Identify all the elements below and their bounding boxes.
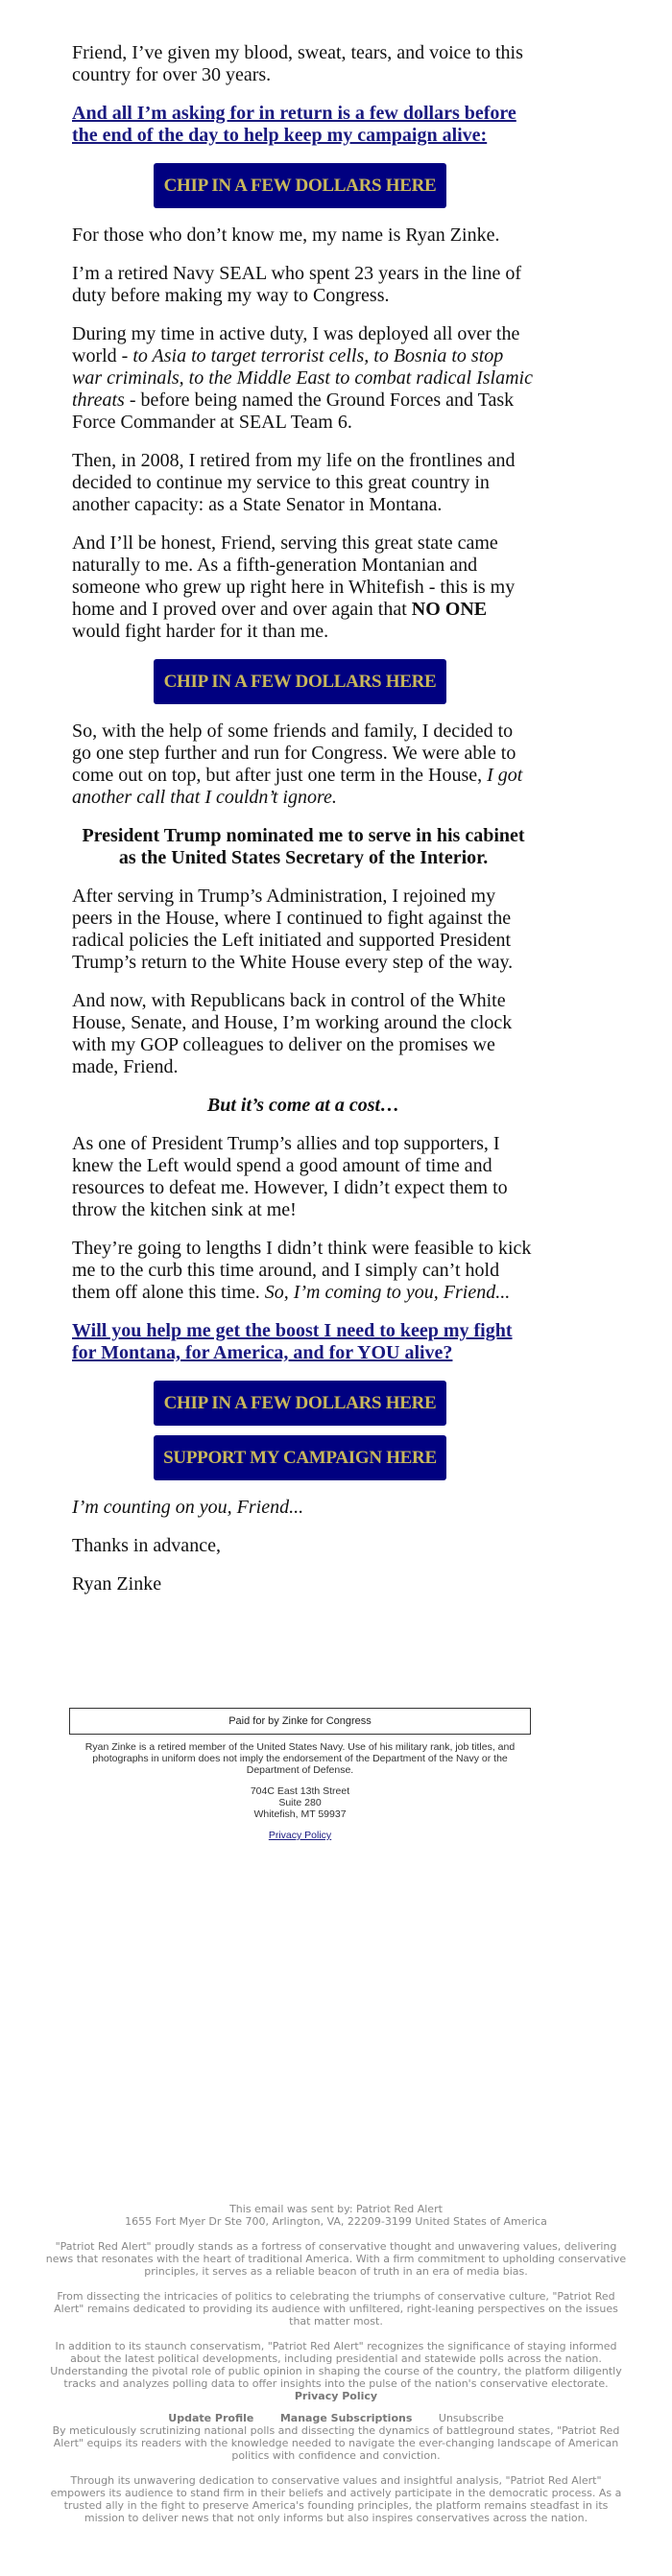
campaign-address <box>69 1785 531 1820</box>
signature: Ryan Zinke <box>72 1573 162 1595</box>
text: would fight harder for it than me. <box>72 621 329 642</box>
footer-paragraph: "Patriot Red Alert" proudly stands as a fortress of conservative thought and unwavering values, delivering news that resonates with the heart of traditional America. With a firm commitment to upholding conservative principles, it serves as a reliable beacon of truth in an era of media bias. <box>45 2240 627 2278</box>
cost-heading: But it’s come at a cost… <box>206 1095 400 1116</box>
italic-text: to Asia to target terrorist cells, to Bosnia to stop war criminals, to the Middle East to combat radical Islamic threats <box>72 345 533 411</box>
text: - before being named the Ground Forces and Task Force Commander at SEAL Team 6. <box>72 390 515 433</box>
paragraph: As one of President Trump’s allies and top supporters, I knew the Left would spend a good amount of time and resources to defeat me. However, I didn’t expect them to throw the kitchen sink at me! <box>72 1133 508 1220</box>
footer-paragraph: Through its unwavering dedication to conservative values and insightful analysis, "Patriot Red Alert" empowers its audience to stand firm in their beliefs and actively participate in the democratic process. As a trusted ally in the fight to preserve America's founding principles, the platform remains steadfast in its mission to deliver news that not only informs but also inspires conservatives across the nation. <box>50 2474 622 2524</box>
paragraph <box>72 1238 535 1304</box>
footer-links <box>43 2412 629 2424</box>
footer-privacy-link[interactable]: Privacy Policy <box>294 2390 378 2402</box>
update-profile-link[interactable]: Update Profile <box>168 2412 254 2424</box>
paragraph: For those who don’t know me, my name is Ryan Zinke. <box>72 225 500 246</box>
boost-link[interactable]: Will you help me get the boost I need to keep my fight for Montana, for America, and for YOU alive? <box>72 1320 513 1363</box>
closing: Thanks in advance, <box>72 1535 221 1556</box>
privacy-policy-link[interactable]: Privacy Policy <box>268 1830 332 1841</box>
paragraph: Then, in 2008, I retired from my life on the frontlines and decided to continue my service to this great country in another capacity: as a State Senator in Montana. <box>72 450 516 515</box>
footer-paragraph: In addition to its staunch conservatism, "Patriot Red Alert" recognizes the significance of staying informed about the latest political developments, including presidential and statewide polls across the nation. Understanding the pivotal role of public opinion in shaping the course of the country, the platform diligently tracks and analyzes polling data to offer insights into the pulse of the nation's conservative electorate. <box>50 2340 622 2390</box>
sender-info <box>43 2203 629 2228</box>
address-line: Suite 280 <box>278 1797 322 1808</box>
paragraph <box>72 323 535 434</box>
sender-footer <box>43 2203 629 2537</box>
chip-in-button[interactable]: CHIP IN A FEW DOLLARS HERE <box>154 659 446 704</box>
paragraph: I’m counting on you, Friend... <box>72 1497 304 1518</box>
chip-in-button[interactable]: CHIP IN A FEW DOLLARS HERE <box>154 1381 446 1426</box>
chip-in-button[interactable]: CHIP IN A FEW DOLLARS HERE <box>154 163 446 208</box>
navy-notice: Ryan Zinke is a retired member of the United States Navy. Use of his military rank, job titles, and photographs in uniform does not imply the endorsement of the Department of the Navy or the Department of Defense. <box>84 1741 516 1776</box>
italic-text: I got another call that I couldn’t ignore. <box>72 765 523 808</box>
text: And I’ll be honest, Friend, serving this great state came naturally to me. As a fifth-generation Montanian and someone who grew up right here in Whitefish - this is my home and I proved over and over again that <box>72 532 516 620</box>
donate-link[interactable]: And all I’m asking for in return is a few dollars before the end of the day to help keep my campaign alive: <box>72 103 516 146</box>
text: They’re going to lengths I didn’t think were feasible to kick me to the curb this time around, and I simply can’t hold them off alone this time. <box>72 1238 532 1303</box>
cabinet-heading: President Trump nominated me to serve in his cabinet as the United States Secretary of the Interior. <box>82 825 525 868</box>
italic-text: So, I’m coming to you, Friend... <box>264 1282 511 1303</box>
paragraph <box>72 721 535 809</box>
text: So, with the help of some friends and family, I decided to go one step further and run for Congress. We were able to come out on top, but after just one term in the House, <box>72 721 516 786</box>
footer-paragraph: By meticulously scrutinizing national polls and dissecting the dynamics of battleground states, "Patriot Red Alert" equips its readers with the knowledge needed to navigate the ever-changing landscape of American politics with confidence and conviction. <box>52 2424 620 2462</box>
text: During my time in active duty, I was deployed all over the world - <box>72 323 520 366</box>
paragraph <box>72 532 535 643</box>
address-line: Whitefish, MT 59937 <box>253 1808 347 1820</box>
paid-for-box: Paid for by Zinke for Congress <box>69 1708 531 1735</box>
unsubscribe-link[interactable]: Unsubscribe <box>438 2412 504 2424</box>
intro-paragraph: Friend, I’ve given my blood, sweat, tears, and voice to this country for over 30 years. <box>72 42 523 85</box>
support-campaign-button[interactable]: SUPPORT MY CAMPAIGN HERE <box>154 1435 446 1480</box>
footer-paragraph: From dissecting the intricacies of politics to celebrating the triumphs of conservative culture, "Patriot Red Alert" remains dedicated to providing its audience with unfiltered, right-leaning perspectives on the issues that matter most. <box>54 2290 618 2328</box>
paragraph: And now, with Republicans back in control of the White House, Senate, and House, I’m working around the clock with my GOP colleagues to deliver on the promises we made, Friend. <box>72 990 513 1077</box>
disclaimer <box>69 1741 531 1851</box>
paragraph: I’m a retired Navy SEAL who spent 23 years in the line of duty before making my way to Congress. <box>72 263 522 306</box>
address-line: 704C East 13th Street <box>250 1785 350 1797</box>
manage-subscriptions-link[interactable]: Manage Subscriptions <box>279 2412 413 2424</box>
sent-by: This email was sent by: Patriot Red Alert <box>229 2203 443 2215</box>
email-body <box>72 42 535 1612</box>
paragraph: After serving in Trump’s Administration, I rejoined my peers in the House, where I continued to fight against the radical policies the Left initiated and supported President Trump’s return to the White House every step of the way. <box>72 886 514 973</box>
bold-text: NO ONE <box>411 599 488 620</box>
sender-address: 1655 Fort Myer Dr Ste 700, Arlington, VA, 22209-3199 United States of America <box>125 2215 547 2228</box>
